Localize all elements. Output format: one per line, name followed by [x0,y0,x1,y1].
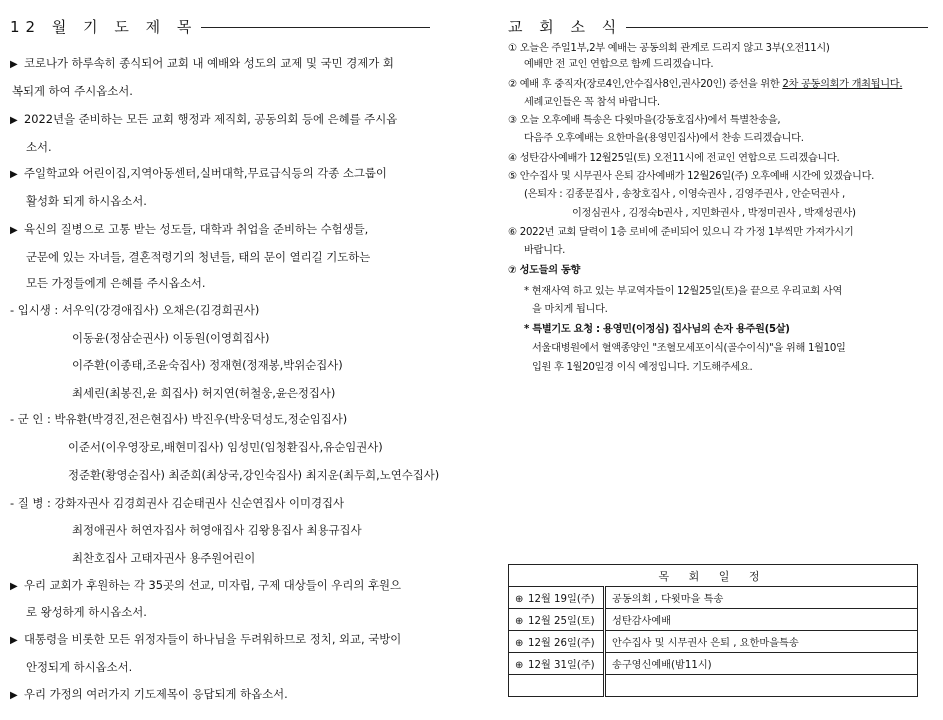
triangle-bullet-icon: ▶ [10,169,18,180]
schedule-date: 12월 19일(주) [528,594,595,605]
news-line: ⑦ 성도들의 동향 [508,265,581,276]
prayer-line: - 질 병 : 강화자권사 김경희권사 김순태권사 신순연집사 이미경집사 [10,496,345,510]
prayer-line: ▶ 코로나가 하루속히 종식되어 교회 내 예배와 성도의 교제 및 국민 경제가 회 [10,56,394,70]
prayer-line: ▶ 대통령을 비롯한 모든 위정자들이 하나님을 두려워하므로 정치, 외교, 국방이 [10,632,402,646]
prayer-line: - 입시생 : 서우익(강경애집사) 오채은(김경희권사) [10,303,260,317]
schedule-table [508,564,918,697]
prayer-title: 12 월 기 도 제 목 [10,17,198,36]
prayer-line: ▶ 주일학교와 어린이집,지역아동센터,실버대학,무료급식등의 각종 소그룹이 [10,166,387,180]
news-line: 다음주 오후예배는 요한마을(용영민집사)에서 찬송 드리겠습니다. [524,133,804,144]
prayer-line: 군문에 있는 자녀들, 결혼적령기의 청년들, 태의 문이 열리길 기도하는 [26,250,371,264]
news-line: * 현재사역 하고 있는 부교역자들이 12월25일(토)을 끝으로 우리교회 사역 [524,286,842,297]
prayer-line: 활성화 되게 하시옵소서. [26,194,147,208]
news-line: ⑥ 2022년 교회 달력이 1층 로비에 준비되어 있으니 각 가정 1부씩만 가져가시기 [508,227,854,238]
news-line: 바랍니다. [524,245,566,256]
triangle-bullet-icon: ▶ [10,59,18,70]
schedule-event: 공동의회 , 다윗마을 특송 [605,587,918,609]
schedule-date: 12월 25일(토) [528,616,595,627]
cross-icon: ⊕ [515,638,524,649]
news-line: ① 오늘은 주일1부,2부 예배는 공동의회 관계로 드리지 않고 3부(오전11시) [508,43,830,54]
news-line: ⑤ 안수집사 및 시무권사 은퇴 감사예배가 12월26일(주) 오후예배 시간에 있겠습니다. [508,171,875,182]
table-row [509,653,918,675]
prayer-line: 이주환(이종태,조윤숙집사) 정재현(정재봉,박위순집사) [72,358,343,372]
table-row [509,631,918,653]
news-line: 을 마치게 됩니다. [532,304,608,315]
triangle-bullet-icon: ▶ [10,690,18,701]
assembly-notice-underlined: 2차 공동의회가 개최됩니다. [782,79,903,90]
schedule-header-row [509,565,918,587]
news-line: 예배만 전 교인 연합으로 함께 드리겠습니다. [524,59,714,70]
triangle-bullet-icon: ▶ [10,225,18,236]
news-heading [508,14,928,38]
prayer-line: ▶ 육신의 질병으로 고통 받는 성도들, 대학과 취업을 준비하는 수험생들, [10,222,369,236]
schedule-date: 12월 31일(주) [528,660,595,671]
prayer-line: - 군 인 : 박유환(박경진,전은현집사) 박진우(박웅덕성도,정순임집사) [10,412,348,426]
news-title-rule [626,27,928,28]
news-line: 이정심권사 , 김정숙b권사 , 지민화권사 , 박정미권사 , 박재성권사) [572,208,856,219]
schedule-event: 송구영신예배(밤11시) [605,653,918,675]
prayer-line: 정준환(황영순집사) 최준희(최상국,강인숙집사) 최지운(최두희,노연수집사) [68,468,440,482]
triangle-bullet-icon: ▶ [10,635,18,646]
prayer-line: ▶ 2022년을 준비하는 모든 교회 행정과 제직회, 공동의회 등에 은혜를 주시옵 [10,112,398,126]
news-line: * 특별기도 요청 : 용영민(이정심) 집사님의 손자 용주원(5살) [524,324,790,335]
schedule-event: 안수집사 및 시무권사 은퇴 , 요한마을특송 [605,631,918,653]
prayer-line: 이준서(이우영장로,배현미집사) 임성민(임청환집사,유순임권사) [68,440,383,454]
prayer-line: 복되게 하여 주시옵소서. [12,84,133,98]
prayer-line: 최세린(최봉진,윤 희집사) 허지연(허철웅,윤은정집사) [72,386,336,400]
schedule-event: 성탄감사예배 [605,609,918,631]
prayer-line: ▶ 우리 가정의 여러가지 기도제목이 응답되게 하옵소서. [10,687,288,701]
prayer-line: 모든 가정들에게 은혜를 주시옵소서. [26,276,206,290]
schedule-title: 목 회 일 정 [509,565,918,587]
news-line: 입원 후 1월20일경 이식 예정입니다. 기도해주세요. [532,362,753,373]
cross-icon: ⊕ [515,616,524,627]
prayer-line: 최정애권사 허연자집사 허영애집사 김왕용집사 최용규집사 [72,523,362,537]
table-row [509,609,918,631]
prayer-line: 이동윤(정삼순권사) 이동원(이영희집사) [72,331,270,345]
schedule-date [509,675,605,697]
triangle-bullet-icon: ▶ [10,115,18,126]
schedule-event [605,675,918,697]
news-title: 교 회 소 식 [508,17,623,36]
table-row [509,587,918,609]
prayer-line: 소서. [26,140,52,154]
prayer-line: 안정되게 하시옵소서. [26,660,133,674]
news-line: 서울대병원에서 혈액종양인 "조혈모세포이식(골수이식)"을 위해 1월10일 [532,343,846,354]
triangle-bullet-icon: ▶ [10,581,18,592]
prayer-heading [10,14,430,38]
cross-icon: ⊕ [515,660,524,671]
news-line: (은퇴자 : 김종문집사 , 송창호집사 , 이영숙권사 , 김영주권사 , 안순덕권사 , [524,189,845,200]
prayer-line: 로 왕성하게 하시옵소서. [26,605,147,619]
news-line: 세례교인들은 꼭 참석 바랍니다. [524,97,660,108]
prayer-line: 최찬호집사 고태자권사 용주원어린이 [72,551,256,565]
news-line: ② 예배 후 중직자(장로4인,안수집사8인,권사20인) 증선을 위한 2차 공동의회가 개최됩니다. [508,79,903,90]
table-row [509,675,918,697]
news-line: ④ 성탄감사예배가 12월25일(토) 오전11시에 전교인 연합으로 드리겠습니다. [508,153,840,164]
schedule-date: 12월 26일(주) [528,638,595,649]
prayer-title-rule [201,27,430,28]
news-line: ③ 오늘 오후예배 특송은 다윗마을(강동호집사)에서 특별찬송을, [508,115,781,126]
cross-icon: ⊕ [515,594,524,605]
prayer-line: ▶ 우리 교회가 후원하는 각 35곳의 선교, 미자립, 구제 대상들이 우리의 후원으 [10,578,402,592]
